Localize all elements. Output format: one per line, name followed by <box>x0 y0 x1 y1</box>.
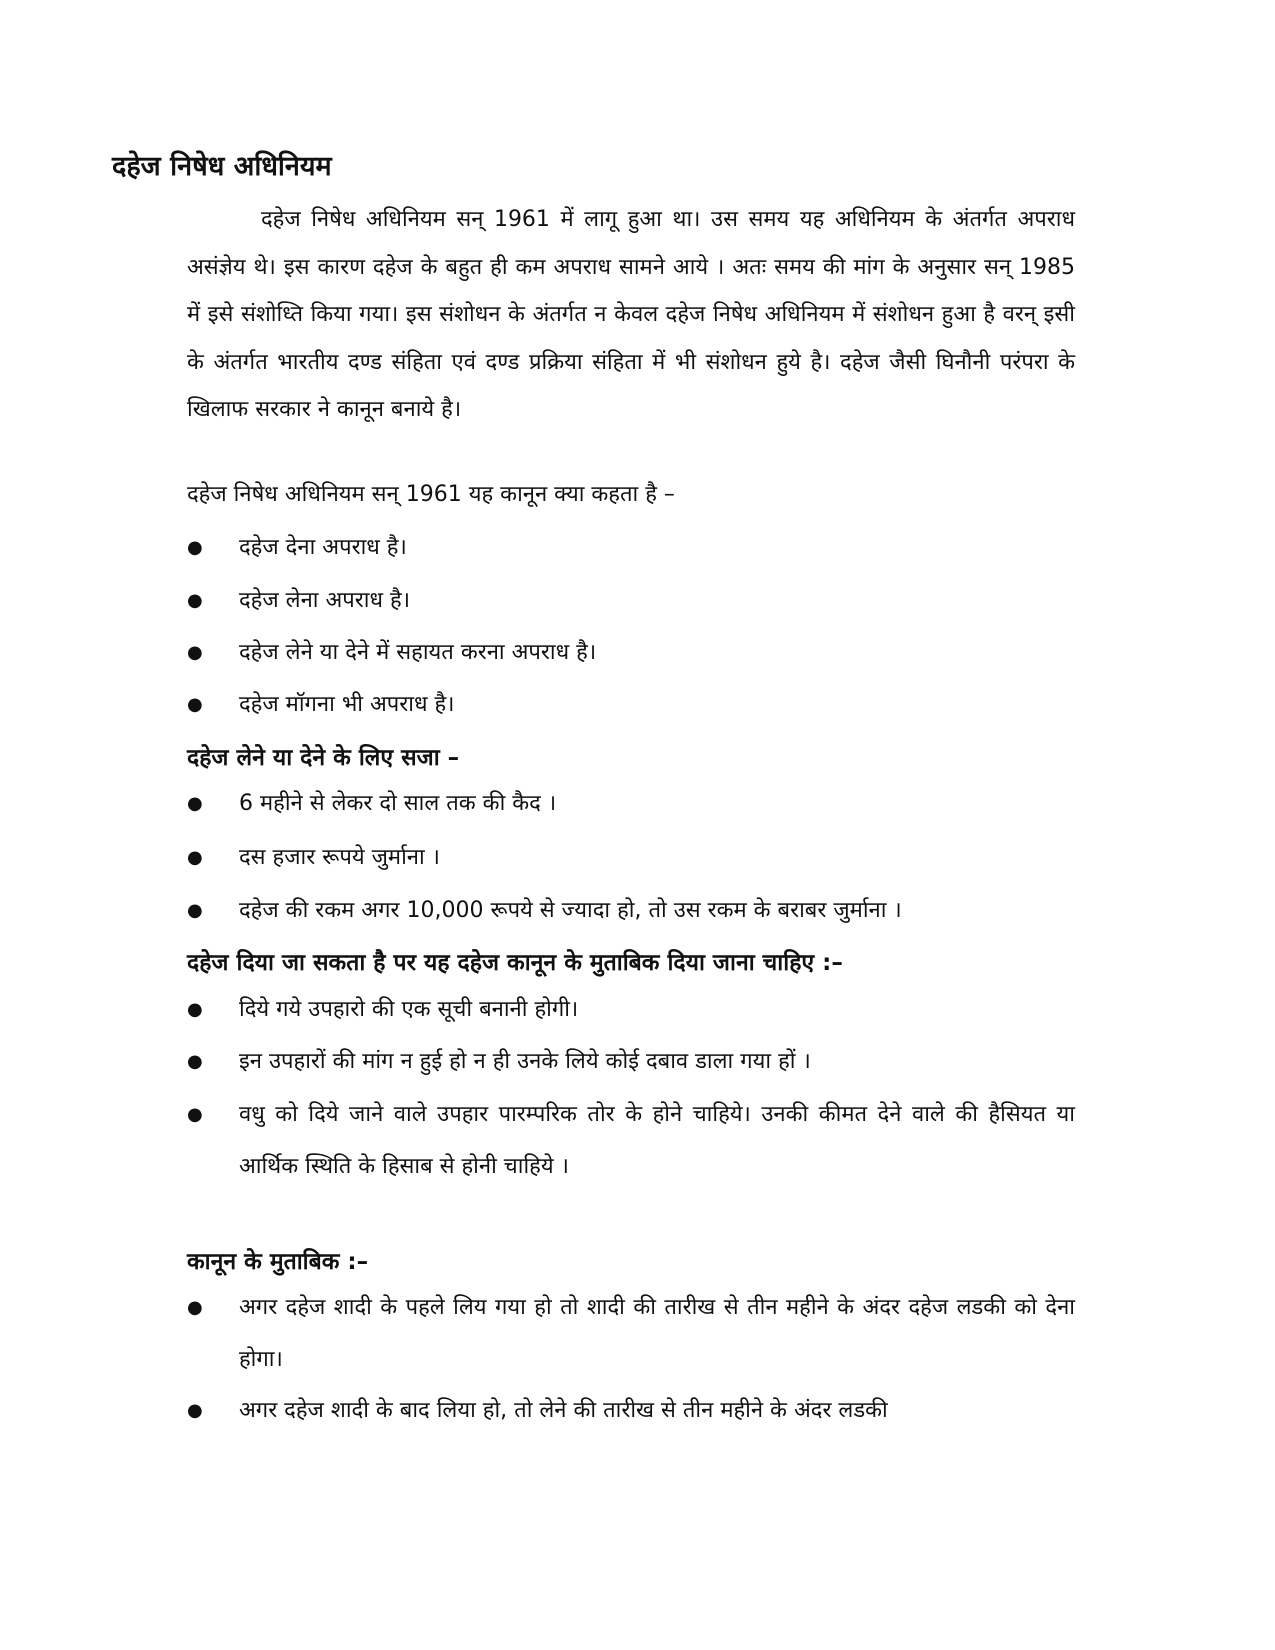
bullet-icon: ● <box>187 1297 203 1318</box>
document-title: दहेज निषेध अधिनियम <box>112 151 332 182</box>
bullet-icon: ● <box>187 642 203 663</box>
bullet-icon: ● <box>187 847 203 868</box>
list-item-text: दिये गये उपहारो की एक सूची बनानी होगी। <box>239 997 579 1022</box>
list-item <box>187 984 1075 1036</box>
list-item <box>187 679 1075 731</box>
list-item-text: वधु को दिये जाने वाले उपहार पारम्परिक तोर के होने चाहिये। उनकी कीमत देने वाले की हैसियत या आर्थिक स्थिति के हिसाब से होनी चाहिये । <box>239 1102 1075 1179</box>
list-item <box>187 1282 1075 1386</box>
list-item-text: अगर दहेज शादी के पहले लिय गया हो तो शादी की तारीख से तीन महीने के अंदर दहेज लडकी को देना होगा। <box>239 1295 1075 1372</box>
intro-paragraph: दहेज निषेध अधिनियम सन् 1961 में लागू हुआ था। उस समय यह अधिनियम के अंतर्गत अपराध असंज्ञेय थे। इस कारण दहेज के बहुत ही कम अपराध सामने आये । अतः समय की मांग के अनुसार सन् 1985 में इसे संशोध्ति किया गया। इस संशोधन के अंतर्गत न केवल दहेज निषेध अधिनियम में संशोधन हुआ है वरन् इसी के अंतर्गत भारतीय दण्ड संहिता एवं दण्ड प्रक्रिया संहिता में भी संशोधन हुये है। दहेज जैसी घिनौनी परंपरा के खिलाफ सरकार ने कानून बनाये है। <box>187 207 1075 422</box>
bullet-icon: ● <box>187 900 203 921</box>
list-item <box>187 1385 1075 1437</box>
list-item-text: 6 महीने से लेकर दो साल तक की कैद । <box>239 791 557 816</box>
list-item-text: दहेज की रकम अगर 10,000 रूपये से ज्यादा हो, तो उस रकम के बराबर जुर्माना । <box>239 898 902 923</box>
list-item <box>187 522 1075 574</box>
list-item-text: इन उपहारों की मांग न हुई हो न ही उनके लिये कोई दबाव डाला गया हों । <box>239 1049 811 1074</box>
list-item-text: दहेज लेने या देने में सहायत करना अपराध है। <box>239 640 597 665</box>
law-says-line: दहेज निषेध अधिनियम सन् 1961 यह कानून क्या कहता है – <box>187 482 675 507</box>
list-item-text: दहेज लेना अपराध है। <box>239 588 411 613</box>
list-item <box>187 1089 1075 1193</box>
list-item <box>187 832 1075 884</box>
bullet-icon: ● <box>187 590 203 611</box>
list-item <box>187 1036 1075 1088</box>
bullet-icon: ● <box>187 999 203 1020</box>
list-item <box>187 885 1075 937</box>
allowed-heading: दहेज दिया जा सकता है पर यह दहेज कानून के मुताबिक दिया जाना चाहिए :– <box>187 950 843 976</box>
list-item-text: दहेज देना अपराध है। <box>239 535 407 560</box>
list-item-text: दहेज मॉगना भी अपराध है। <box>239 692 455 717</box>
bullet-icon: ● <box>187 1051 203 1072</box>
bullet-icon: ● <box>187 537 203 558</box>
bullet-icon: ● <box>187 1104 203 1125</box>
punishment-heading: दहेज लेने या देने के लिए सजा – <box>187 745 460 771</box>
list-item <box>187 575 1075 627</box>
list-item <box>187 627 1075 679</box>
list-item-text: अगर दहेज शादी के बाद लिया हो, तो लेने की तारीख से तीन महीने के अंदर लडकी <box>239 1398 888 1423</box>
list-item-text: दस हजार रूपये जुर्माना । <box>239 845 441 870</box>
as-per-law-heading: कानून के मुताबिक :– <box>187 1249 369 1275</box>
bullet-icon: ● <box>187 694 203 715</box>
bullet-icon: ● <box>187 793 203 814</box>
bullet-icon: ● <box>187 1400 203 1421</box>
list-item <box>187 778 1075 830</box>
